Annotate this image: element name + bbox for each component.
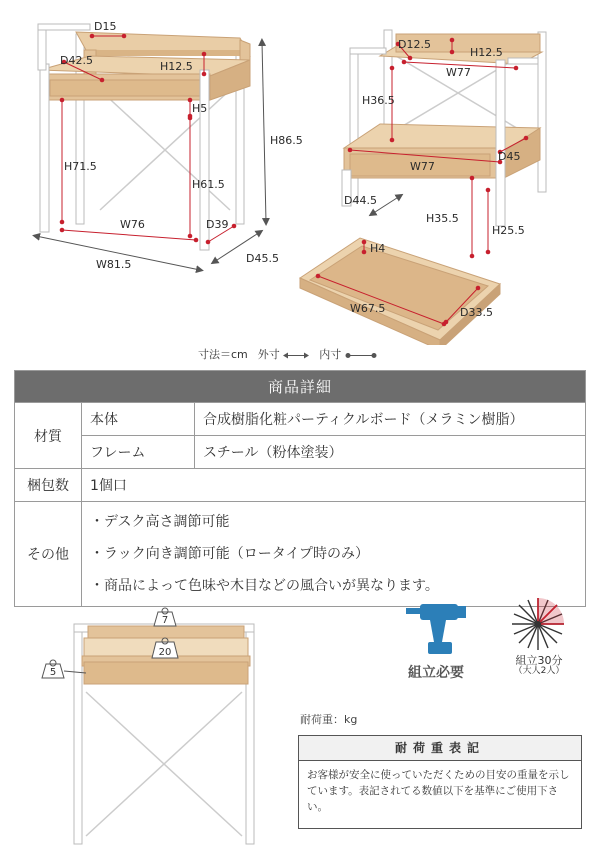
assembly-people: （大人2人） bbox=[513, 666, 565, 676]
label-h61-5: H61.5 bbox=[192, 178, 225, 191]
note-item: ・デスク高さ調節可能 bbox=[90, 514, 230, 530]
body-label: 本体 bbox=[82, 403, 195, 436]
outer-dimension-legend bbox=[258, 346, 310, 362]
other-label: その他 bbox=[15, 502, 82, 607]
label-h86-5: H86.5 bbox=[270, 134, 303, 147]
label-h12-5-rack: H12.5 bbox=[470, 46, 503, 59]
label-d15: D15 bbox=[94, 20, 117, 33]
label-h35-5: H35.5 bbox=[426, 212, 459, 225]
label-w77-desk: W77 bbox=[410, 160, 435, 173]
load-note-body: お客様が安全に使っていただくための目安の重量を示しています。表記されてる数値以下を基準にご使用下さい。 bbox=[307, 769, 570, 813]
material-label: 材質 bbox=[15, 403, 82, 469]
assembly-time-label bbox=[504, 655, 574, 677]
label-d45-5: D45.5 bbox=[246, 252, 279, 265]
label-h36-5: H36.5 bbox=[362, 94, 395, 107]
note-item: ・ラック向き調節可能（ロータイプ時のみ） bbox=[90, 546, 370, 562]
label-d42-5: D42.5 bbox=[60, 54, 93, 67]
label-d44-5: D44.5 bbox=[344, 194, 377, 207]
other-notes bbox=[82, 502, 586, 607]
label-h25-5: H25.5 bbox=[492, 224, 525, 237]
assembly-required-label: 組立必要 bbox=[408, 665, 464, 681]
load-capacity-diagram bbox=[0, 600, 290, 857]
label-h4: H4 bbox=[370, 242, 386, 255]
weight-icon-top-shelf bbox=[154, 608, 176, 626]
inner-dimension-legend bbox=[319, 346, 377, 362]
label-h71-5: H71.5 bbox=[64, 160, 97, 173]
dimension-diagram bbox=[0, 0, 600, 345]
desk-low-type bbox=[36, 20, 303, 271]
label-h5: H5 bbox=[192, 102, 208, 115]
double-arrow-icon bbox=[283, 352, 309, 359]
package-label: 梱包数 bbox=[15, 469, 82, 502]
weight-top-value: 7 bbox=[161, 615, 169, 626]
drill-icon bbox=[404, 598, 476, 658]
outer-label: 外寸 bbox=[257, 348, 280, 361]
unit-text: 寸法＝cm bbox=[198, 348, 248, 361]
label-d39: D39 bbox=[206, 218, 229, 231]
desk-high-type bbox=[342, 30, 546, 256]
label-w81-5: W81.5 bbox=[96, 258, 132, 271]
weight-drawer-value: 5 bbox=[49, 667, 57, 678]
spec-table bbox=[14, 370, 586, 607]
label-w76: W76 bbox=[120, 218, 145, 231]
inner-label: 内寸 bbox=[319, 348, 342, 361]
frame-value: スチール（粉体塗装） bbox=[195, 436, 586, 469]
load-unit-label: 耐荷重：kg bbox=[300, 713, 358, 726]
frame-label: フレーム bbox=[82, 436, 195, 469]
spec-title: 商品詳細 bbox=[15, 371, 586, 403]
body-value: 合成樹脂化粧パーティクルボード（メラミン樹脂） bbox=[195, 403, 586, 436]
label-h12-5: H12.5 bbox=[160, 60, 193, 73]
label-w67-5: W67.5 bbox=[350, 302, 386, 315]
drawer bbox=[300, 238, 500, 345]
load-note-box bbox=[298, 735, 582, 829]
weight-desktop-value: 20 bbox=[158, 647, 172, 658]
note-item: ・商品によって色味や木目などの風合いが異なります。 bbox=[90, 578, 439, 594]
label-d33-5: D33.5 bbox=[460, 306, 493, 319]
load-note-title: 耐荷重表記 bbox=[299, 736, 581, 761]
assembly-time: 組立30分 bbox=[515, 654, 563, 667]
unit-legend bbox=[198, 346, 377, 362]
label-d12-5: D12.5 bbox=[398, 38, 431, 51]
assembly-time-icon bbox=[510, 596, 566, 652]
label-w77-rack: W77 bbox=[446, 66, 471, 79]
dot-line-icon bbox=[345, 352, 377, 359]
package-value: 1個口 bbox=[82, 469, 586, 502]
label-d45: D45 bbox=[498, 150, 521, 163]
